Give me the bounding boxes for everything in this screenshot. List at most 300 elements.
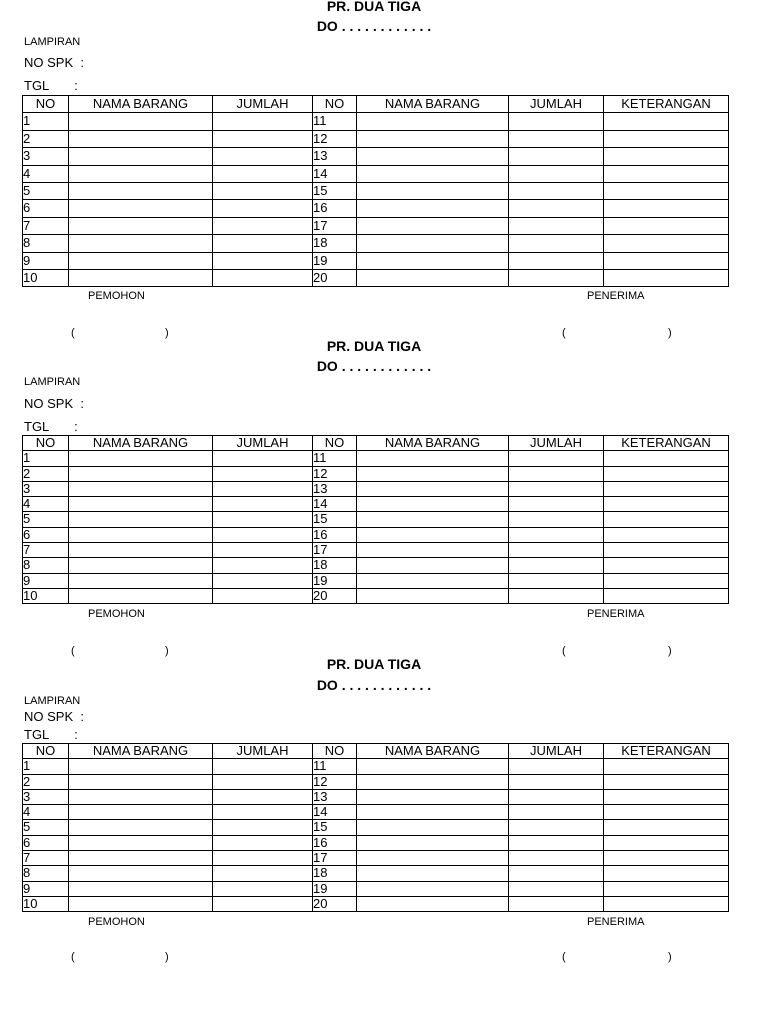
table-row xyxy=(23,573,729,588)
table-row xyxy=(23,466,729,481)
empty-cell xyxy=(509,183,604,200)
empty-cell xyxy=(213,774,313,789)
row-number: 5 xyxy=(23,512,69,527)
empty-cell xyxy=(357,896,509,911)
row-number: 18 xyxy=(313,558,357,573)
empty-cell xyxy=(213,805,313,820)
lampiran-label: LAMPIRAN xyxy=(24,376,81,388)
empty-cell xyxy=(357,759,509,774)
empty-cell xyxy=(357,881,509,896)
empty-cell xyxy=(357,451,509,466)
empty-cell xyxy=(213,497,313,512)
column-header: KETERANGAN xyxy=(604,96,729,113)
empty-cell xyxy=(604,851,729,866)
empty-cell xyxy=(357,217,509,234)
empty-cell xyxy=(357,200,509,217)
table-row xyxy=(23,481,729,496)
row-number: 14 xyxy=(313,497,357,512)
row-number: 1 xyxy=(23,113,69,130)
empty-cell xyxy=(509,235,604,252)
row-number: 20 xyxy=(313,588,357,603)
row-number: 13 xyxy=(313,148,357,165)
row-number: 16 xyxy=(313,200,357,217)
empty-cell xyxy=(509,851,604,866)
empty-cell xyxy=(509,835,604,850)
empty-cell xyxy=(604,774,729,789)
empty-cell xyxy=(69,881,213,896)
empty-cell xyxy=(604,466,729,481)
row-number: 8 xyxy=(23,558,69,573)
empty-cell xyxy=(213,588,313,603)
empty-cell xyxy=(604,573,729,588)
empty-cell xyxy=(69,820,213,835)
lampiran-label: LAMPIRAN xyxy=(24,695,81,707)
row-number: 10 xyxy=(23,896,69,911)
empty-cell xyxy=(604,881,729,896)
tgl-label: TGL : xyxy=(24,727,78,742)
empty-cell xyxy=(357,789,509,804)
empty-cell xyxy=(213,130,313,147)
row-number: 5 xyxy=(23,183,69,200)
empty-cell xyxy=(604,183,729,200)
empty-cell xyxy=(357,165,509,182)
column-header: JUMLAH xyxy=(213,744,313,759)
empty-cell xyxy=(604,148,729,165)
empty-cell xyxy=(357,113,509,130)
empty-cell xyxy=(213,835,313,850)
row-number: 1 xyxy=(23,451,69,466)
empty-cell xyxy=(604,527,729,542)
do-number: DO . . . . . . . . . . . . xyxy=(316,358,432,374)
row-number: 18 xyxy=(313,235,357,252)
empty-cell xyxy=(509,558,604,573)
row-number: 18 xyxy=(313,866,357,881)
column-header: JUMLAH xyxy=(509,436,604,451)
empty-cell xyxy=(213,558,313,573)
column-header: NO xyxy=(313,744,357,759)
row-number: 20 xyxy=(313,270,357,287)
row-number: 15 xyxy=(313,820,357,835)
empty-cell xyxy=(213,466,313,481)
column-header: NO xyxy=(23,96,69,113)
row-number: 14 xyxy=(313,805,357,820)
row-number: 20 xyxy=(313,896,357,911)
empty-cell xyxy=(69,200,213,217)
column-header: KETERANGAN xyxy=(604,436,729,451)
table-row xyxy=(23,512,729,527)
tgl-label: TGL : xyxy=(24,78,78,93)
row-number: 19 xyxy=(313,573,357,588)
empty-cell xyxy=(213,235,313,252)
row-number: 8 xyxy=(23,235,69,252)
empty-cell xyxy=(69,148,213,165)
empty-cell xyxy=(604,805,729,820)
form-title: PR. DUA TIGA xyxy=(326,656,422,672)
empty-cell xyxy=(69,866,213,881)
empty-cell xyxy=(213,252,313,269)
penerima-signature-close: ) xyxy=(668,327,672,339)
empty-cell xyxy=(509,148,604,165)
empty-cell xyxy=(509,896,604,911)
form-title: PR. DUA TIGA xyxy=(326,338,422,354)
empty-cell xyxy=(213,759,313,774)
empty-cell xyxy=(604,512,729,527)
row-number: 3 xyxy=(23,481,69,496)
column-header: NAMA BARANG xyxy=(357,436,509,451)
column-header: NO xyxy=(23,436,69,451)
no-spk-label: NO SPK : xyxy=(24,55,84,70)
empty-cell xyxy=(213,270,313,287)
empty-cell xyxy=(69,896,213,911)
empty-cell xyxy=(357,235,509,252)
empty-cell xyxy=(213,200,313,217)
empty-cell xyxy=(604,835,729,850)
row-number: 2 xyxy=(23,774,69,789)
pemohon-signature-close: ) xyxy=(165,951,169,963)
empty-cell xyxy=(357,851,509,866)
empty-cell xyxy=(69,451,213,466)
row-number: 4 xyxy=(23,165,69,182)
empty-cell xyxy=(213,217,313,234)
empty-cell xyxy=(509,527,604,542)
empty-cell xyxy=(509,820,604,835)
do-number: DO . . . . . . . . . . . . xyxy=(316,677,432,693)
empty-cell xyxy=(509,543,604,558)
no-spk-label: NO SPK : xyxy=(24,709,84,724)
empty-cell xyxy=(357,252,509,269)
table-row xyxy=(23,789,729,804)
column-header: JUMLAH xyxy=(213,436,313,451)
penerima-label: PENERIMA xyxy=(587,916,645,928)
empty-cell xyxy=(69,217,213,234)
items-table xyxy=(22,435,729,604)
empty-cell xyxy=(357,497,509,512)
row-number: 10 xyxy=(23,270,69,287)
empty-cell xyxy=(509,759,604,774)
empty-cell xyxy=(357,835,509,850)
empty-cell xyxy=(357,130,509,147)
empty-cell xyxy=(357,148,509,165)
empty-cell xyxy=(69,512,213,527)
row-number: 9 xyxy=(23,252,69,269)
empty-cell xyxy=(604,759,729,774)
empty-cell xyxy=(69,130,213,147)
table-row xyxy=(23,896,729,911)
empty-cell xyxy=(69,183,213,200)
empty-cell xyxy=(509,573,604,588)
penerima-signature-open: ( xyxy=(562,951,566,963)
row-number: 13 xyxy=(313,789,357,804)
empty-cell xyxy=(357,866,509,881)
empty-cell xyxy=(69,466,213,481)
pemohon-signature-close: ) xyxy=(165,327,169,339)
table-row xyxy=(23,165,729,182)
column-header: NAMA BARANG xyxy=(69,744,213,759)
empty-cell xyxy=(509,805,604,820)
row-number: 11 xyxy=(313,451,357,466)
empty-cell xyxy=(213,789,313,804)
empty-cell xyxy=(213,866,313,881)
empty-cell xyxy=(69,235,213,252)
table-row xyxy=(23,527,729,542)
column-header: NAMA BARANG xyxy=(357,96,509,113)
row-number: 4 xyxy=(23,497,69,512)
column-header: KETERANGAN xyxy=(604,744,729,759)
do-number: DO . . . . . . . . . . . . xyxy=(316,18,432,34)
column-header: JUMLAH xyxy=(509,744,604,759)
empty-cell xyxy=(69,774,213,789)
empty-cell xyxy=(69,252,213,269)
empty-cell xyxy=(509,451,604,466)
empty-cell xyxy=(509,774,604,789)
column-header: NAMA BARANG xyxy=(357,744,509,759)
empty-cell xyxy=(213,527,313,542)
empty-cell xyxy=(213,896,313,911)
empty-cell xyxy=(604,558,729,573)
table-row xyxy=(23,200,729,217)
empty-cell xyxy=(69,543,213,558)
column-header: JUMLAH xyxy=(213,96,313,113)
row-number: 15 xyxy=(313,183,357,200)
table-row xyxy=(23,497,729,512)
empty-cell xyxy=(509,497,604,512)
row-number: 14 xyxy=(313,165,357,182)
empty-cell xyxy=(69,270,213,287)
penerima-signature-open: ( xyxy=(562,327,566,339)
table-header-row xyxy=(23,744,729,759)
empty-cell xyxy=(357,573,509,588)
table-row xyxy=(23,148,729,165)
pemohon-label: PEMOHON xyxy=(88,290,145,302)
column-header: NAMA BARANG xyxy=(69,96,213,113)
empty-cell xyxy=(604,235,729,252)
row-number: 2 xyxy=(23,466,69,481)
empty-cell xyxy=(213,881,313,896)
table-row xyxy=(23,252,729,269)
penerima-signature-close: ) xyxy=(668,645,672,657)
empty-cell xyxy=(213,451,313,466)
empty-cell xyxy=(357,820,509,835)
penerima-signature-open: ( xyxy=(562,645,566,657)
row-number: 12 xyxy=(313,774,357,789)
table-row xyxy=(23,820,729,835)
empty-cell xyxy=(69,573,213,588)
empty-cell xyxy=(604,588,729,603)
table-row xyxy=(23,881,729,896)
row-number: 16 xyxy=(313,527,357,542)
row-number: 6 xyxy=(23,527,69,542)
empty-cell xyxy=(604,896,729,911)
pemohon-signature-open: ( xyxy=(71,951,75,963)
table-row xyxy=(23,113,729,130)
items-table xyxy=(22,95,729,287)
tgl-label: TGL : xyxy=(24,419,78,434)
table-row xyxy=(23,866,729,881)
table-row xyxy=(23,588,729,603)
table-row xyxy=(23,235,729,252)
empty-cell xyxy=(604,130,729,147)
empty-cell xyxy=(357,543,509,558)
empty-cell xyxy=(213,543,313,558)
row-number: 19 xyxy=(313,252,357,269)
row-number: 12 xyxy=(313,466,357,481)
empty-cell xyxy=(604,217,729,234)
row-number: 11 xyxy=(313,113,357,130)
empty-cell xyxy=(509,130,604,147)
row-number: 19 xyxy=(313,881,357,896)
empty-cell xyxy=(509,200,604,217)
no-spk-label: NO SPK : xyxy=(24,396,84,411)
row-number: 16 xyxy=(313,835,357,850)
row-number: 6 xyxy=(23,200,69,217)
table-row xyxy=(23,130,729,147)
empty-cell xyxy=(357,805,509,820)
penerima-label: PENERIMA xyxy=(587,608,645,620)
empty-cell xyxy=(604,252,729,269)
empty-cell xyxy=(604,200,729,217)
empty-cell xyxy=(213,165,313,182)
row-number: 17 xyxy=(313,851,357,866)
empty-cell xyxy=(357,527,509,542)
empty-cell xyxy=(213,820,313,835)
empty-cell xyxy=(509,252,604,269)
empty-cell xyxy=(509,789,604,804)
row-number: 7 xyxy=(23,851,69,866)
empty-cell xyxy=(604,451,729,466)
table-row xyxy=(23,217,729,234)
row-number: 9 xyxy=(23,881,69,896)
table-row xyxy=(23,183,729,200)
empty-cell xyxy=(213,512,313,527)
empty-cell xyxy=(604,866,729,881)
empty-cell xyxy=(69,588,213,603)
empty-cell xyxy=(69,805,213,820)
empty-cell xyxy=(604,270,729,287)
column-header: NAMA BARANG xyxy=(69,436,213,451)
empty-cell xyxy=(69,481,213,496)
empty-cell xyxy=(69,851,213,866)
empty-cell xyxy=(213,113,313,130)
empty-cell xyxy=(357,588,509,603)
form-title: PR. DUA TIGA xyxy=(326,0,422,14)
pemohon-label: PEMOHON xyxy=(88,608,145,620)
row-number: 17 xyxy=(313,217,357,234)
empty-cell xyxy=(509,466,604,481)
row-number: 7 xyxy=(23,217,69,234)
empty-cell xyxy=(509,217,604,234)
empty-cell xyxy=(213,851,313,866)
row-number: 3 xyxy=(23,789,69,804)
empty-cell xyxy=(604,789,729,804)
empty-cell xyxy=(509,481,604,496)
column-header: NO xyxy=(313,96,357,113)
row-number: 8 xyxy=(23,866,69,881)
empty-cell xyxy=(213,148,313,165)
empty-cell xyxy=(509,270,604,287)
empty-cell xyxy=(69,789,213,804)
table-row xyxy=(23,270,729,287)
empty-cell xyxy=(357,512,509,527)
empty-cell xyxy=(509,866,604,881)
items-table xyxy=(22,743,729,912)
row-number: 7 xyxy=(23,543,69,558)
empty-cell xyxy=(357,466,509,481)
empty-cell xyxy=(509,113,604,130)
table-row xyxy=(23,805,729,820)
table-row xyxy=(23,759,729,774)
row-number: 1 xyxy=(23,759,69,774)
empty-cell xyxy=(604,543,729,558)
empty-cell xyxy=(509,588,604,603)
empty-cell xyxy=(604,820,729,835)
pemohon-signature-open: ( xyxy=(71,327,75,339)
row-number: 3 xyxy=(23,148,69,165)
empty-cell xyxy=(69,835,213,850)
pemohon-signature-open: ( xyxy=(71,645,75,657)
empty-cell xyxy=(604,165,729,182)
empty-cell xyxy=(357,270,509,287)
empty-cell xyxy=(69,759,213,774)
empty-cell xyxy=(69,558,213,573)
lampiran-label: LAMPIRAN xyxy=(24,36,81,48)
row-number: 5 xyxy=(23,820,69,835)
empty-cell xyxy=(604,113,729,130)
row-number: 15 xyxy=(313,512,357,527)
empty-cell xyxy=(213,573,313,588)
empty-cell xyxy=(69,165,213,182)
empty-cell xyxy=(357,558,509,573)
row-number: 2 xyxy=(23,130,69,147)
row-number: 6 xyxy=(23,835,69,850)
empty-cell xyxy=(357,481,509,496)
row-number: 9 xyxy=(23,573,69,588)
row-number: 13 xyxy=(313,481,357,496)
column-header: JUMLAH xyxy=(509,96,604,113)
empty-cell xyxy=(69,113,213,130)
row-number: 11 xyxy=(313,759,357,774)
row-number: 17 xyxy=(313,543,357,558)
pemohon-label: PEMOHON xyxy=(88,916,145,928)
column-header: NO xyxy=(23,744,69,759)
empty-cell xyxy=(509,881,604,896)
table-row xyxy=(23,774,729,789)
table-header-row xyxy=(23,436,729,451)
empty-cell xyxy=(213,481,313,496)
table-row xyxy=(23,543,729,558)
table-row xyxy=(23,835,729,850)
table-row xyxy=(23,451,729,466)
empty-cell xyxy=(357,774,509,789)
empty-cell xyxy=(213,183,313,200)
empty-cell xyxy=(604,497,729,512)
row-number: 4 xyxy=(23,805,69,820)
table-row xyxy=(23,851,729,866)
empty-cell xyxy=(604,481,729,496)
table-header-row xyxy=(23,96,729,113)
penerima-label: PENERIMA xyxy=(587,290,645,302)
empty-cell xyxy=(509,512,604,527)
row-number: 10 xyxy=(23,588,69,603)
empty-cell xyxy=(69,497,213,512)
empty-cell xyxy=(357,183,509,200)
column-header: NO xyxy=(313,436,357,451)
table-row xyxy=(23,558,729,573)
pemohon-signature-close: ) xyxy=(165,645,169,657)
penerima-signature-close: ) xyxy=(668,951,672,963)
empty-cell xyxy=(69,527,213,542)
empty-cell xyxy=(509,165,604,182)
row-number: 12 xyxy=(313,130,357,147)
